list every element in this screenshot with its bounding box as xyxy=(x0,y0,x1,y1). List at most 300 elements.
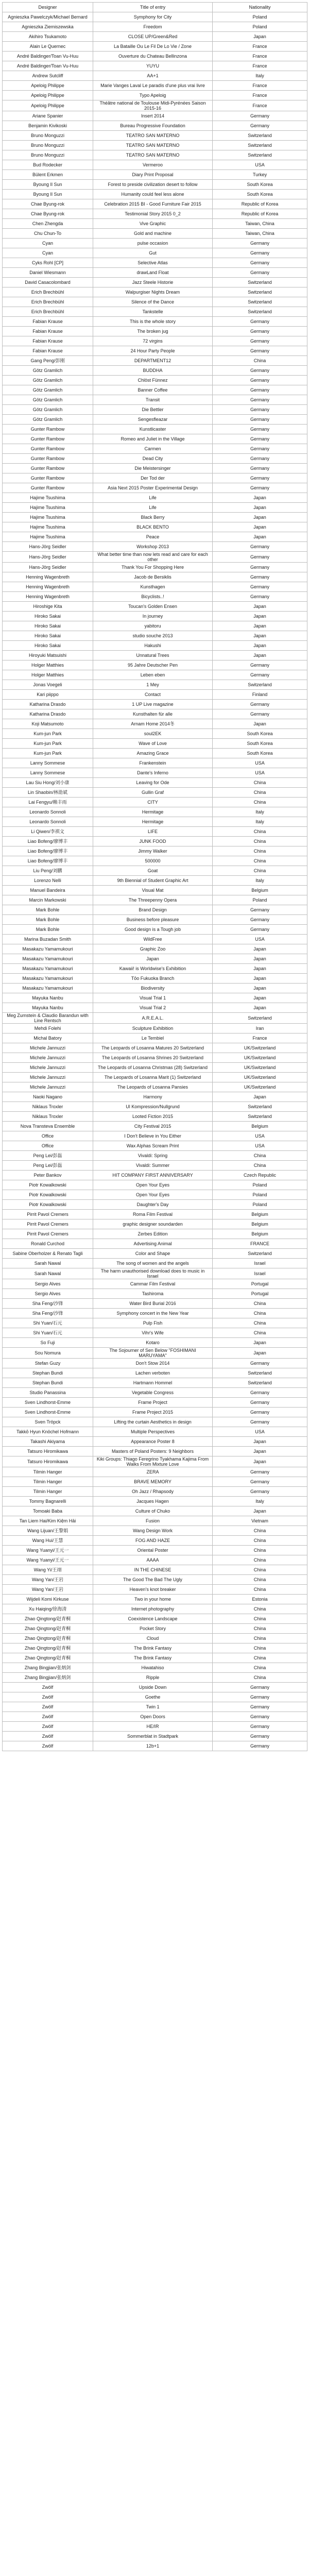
cell-nationality: Germany xyxy=(213,660,307,670)
cell-designer: Sergio Alves xyxy=(3,1279,93,1289)
cell-title: Fusion xyxy=(93,1516,213,1526)
table-row xyxy=(3,1565,307,1575)
cell-title: Wax Alphas Scream Print xyxy=(93,1141,213,1151)
table-row xyxy=(3,346,307,356)
cell-nationality: Japan xyxy=(213,32,307,42)
cell-designer: Liao Bofeng/廖博丰 xyxy=(3,856,93,866)
cell-title: Jazz Steele Historie xyxy=(93,278,213,287)
cell-title: Tankstelle xyxy=(93,307,213,317)
table-row xyxy=(3,552,307,563)
table-row xyxy=(3,1318,307,1328)
cell-designer: Lin Shaobin/林劭斌 xyxy=(3,788,93,798)
cell-title: DEPARTMENT12 xyxy=(93,356,213,366)
cell-nationality: Poland xyxy=(213,12,307,22)
cell-nationality: Germany xyxy=(213,425,307,434)
cell-nationality: Belgium xyxy=(213,1219,307,1229)
cell-nationality: Japan xyxy=(213,1003,307,1013)
cell-nationality: Germany xyxy=(213,1702,307,1712)
cell-designer: Bülent Erkmen xyxy=(3,170,93,180)
cell-title: The Sojourner of Sen Below "FOSHIMANI MARUYAMA" xyxy=(93,1348,213,1359)
cell-designer: Henning Wagenbreth xyxy=(3,582,93,592)
cell-designer: Apeloig Philippe xyxy=(3,100,93,111)
cell-nationality: South Korea xyxy=(213,180,307,190)
cell-nationality: Portugal xyxy=(213,1279,307,1289)
table-row xyxy=(3,1122,307,1131)
table-row xyxy=(3,1239,307,1249)
cell-designer: Masakazu Yamamukouri xyxy=(3,964,93,974)
cell-nationality: Germany xyxy=(213,1417,307,1427)
cell-nationality: China xyxy=(213,1614,307,1624)
cell-nationality: Germany xyxy=(213,1467,307,1477)
table-row xyxy=(3,434,307,444)
cell-designer: Hans-Jörg Seidler xyxy=(3,552,93,563)
cell-designer: Wang Yuanyi/王元一 xyxy=(3,1555,93,1565)
cell-designer: Piotr Kowalkowski xyxy=(3,1190,93,1200)
cell-title: Romeo and Juliet in the Village xyxy=(93,434,213,444)
cell-nationality: Switzerland xyxy=(213,150,307,160)
cell-designer: Gang Peng/彭刚 xyxy=(3,356,93,366)
table-row xyxy=(3,1289,307,1299)
cell-designer: Takkō Hyun Knöchel Hofmann xyxy=(3,1427,93,1437)
cell-nationality: Japan xyxy=(213,631,307,641)
table-row xyxy=(3,131,307,141)
table-row xyxy=(3,563,307,572)
cell-title: Goethe xyxy=(93,1692,213,1702)
cell-designer: Zhao Qingtong/赵青桐 xyxy=(3,1624,93,1634)
cell-nationality: USA xyxy=(213,758,307,768)
cell-nationality: China xyxy=(213,1575,307,1585)
table-row xyxy=(3,1663,307,1673)
cell-title: Don't Stow 2014 xyxy=(93,1359,213,1368)
cell-designer: Wang Hui/王慧 xyxy=(3,1536,93,1546)
cell-nationality: Germany xyxy=(213,483,307,493)
cell-designer: Andrew Sutcliff xyxy=(3,71,93,81)
table-row xyxy=(3,837,307,846)
cell-designer: Michele Jannuzzi xyxy=(3,1063,93,1073)
cell-title: Gullin Graf xyxy=(93,788,213,798)
cell-title: Life xyxy=(93,503,213,513)
cell-designer: Stephan Bundi xyxy=(3,1368,93,1378)
cell-title: Kunsthagen xyxy=(93,582,213,592)
cell-designer: Pirrit Pavol Cremers xyxy=(3,1229,93,1239)
cell-title: The Leopards of Losanna Matures 20 Switzerland xyxy=(93,1043,213,1053)
table-row xyxy=(3,984,307,993)
cell-designer: Zwölf xyxy=(3,1722,93,1732)
cell-title: Cloud xyxy=(93,1634,213,1643)
cell-nationality: Vietnam xyxy=(213,1516,307,1526)
table-row xyxy=(3,239,307,248)
cell-nationality: China xyxy=(213,1565,307,1575)
cell-designer: Liao Bofeng/廖博丰 xyxy=(3,837,93,846)
table-row xyxy=(3,1526,307,1536)
cell-nationality: USA xyxy=(213,1141,307,1151)
cell-title: The Leopards of Losanna Marit (1) Switzerland xyxy=(93,1073,213,1082)
cell-nationality: China xyxy=(213,798,307,807)
cell-nationality: Italy xyxy=(213,1497,307,1506)
table-row xyxy=(3,1338,307,1348)
cell-title: Bicyclists..! xyxy=(93,592,213,602)
cell-designer: Agnieszka Pawelczyk/Michael Bernard xyxy=(3,12,93,22)
cell-designer: Alain Le Quernec xyxy=(3,42,93,52)
cell-nationality: FRANCE xyxy=(213,1239,307,1249)
table-row xyxy=(3,1456,307,1467)
table-row xyxy=(3,846,307,856)
cell-designer: Sarah Nawal xyxy=(3,1268,93,1279)
cell-title: Hartmann Hommel xyxy=(93,1378,213,1388)
cell-nationality: Switzerland xyxy=(213,297,307,307)
table-row xyxy=(3,336,307,346)
table-row xyxy=(3,749,307,758)
cell-designer: Cyan xyxy=(3,248,93,258)
cell-title: Selective Atlas xyxy=(93,258,213,268)
cell-title: Tashiroma xyxy=(93,1289,213,1299)
cell-title: Frame Project 2015 xyxy=(93,1408,213,1417)
cell-nationality: China xyxy=(213,1161,307,1171)
cell-title: Daughter's Day xyxy=(93,1200,213,1210)
cell-title: Open Your Eyes xyxy=(93,1180,213,1190)
cell-designer: Hiroko Sakai xyxy=(3,612,93,621)
cell-nationality: USA xyxy=(213,1427,307,1437)
cell-nationality: China xyxy=(213,846,307,856)
cell-designer: Götz Gramlich xyxy=(3,376,93,385)
cell-nationality: Japan xyxy=(213,719,307,729)
cell-title: Banner Coffee xyxy=(93,385,213,395)
table-row xyxy=(3,641,307,651)
cell-designer: Nova Transteva Ensemble xyxy=(3,1122,93,1131)
table-row xyxy=(3,1092,307,1102)
cell-title: WildFree xyxy=(93,935,213,944)
cell-designer: Henning Wagenbreth xyxy=(3,572,93,582)
table-row xyxy=(3,974,307,984)
cell-nationality: Germany xyxy=(213,1408,307,1417)
cell-designer: Fabian Krause xyxy=(3,346,93,356)
cell-title: soul2EK xyxy=(93,729,213,739)
cell-nationality: China xyxy=(213,1634,307,1643)
table-row xyxy=(3,954,307,964)
cell-nationality: Switzerland xyxy=(213,680,307,690)
cell-designer: Hiroshige Kita xyxy=(3,602,93,612)
cell-designer: Hiroko Sakai xyxy=(3,631,93,641)
cell-designer: Apeloig Philippe xyxy=(3,91,93,100)
cell-designer: Lanny Sommese xyxy=(3,768,93,778)
cell-nationality: Switzerland xyxy=(213,1013,307,1024)
table-row xyxy=(3,1692,307,1702)
cell-nationality: Germany xyxy=(213,542,307,552)
cell-nationality: Germany xyxy=(213,395,307,405)
cell-title: Hakushi xyxy=(93,641,213,651)
cell-designer: Michele Jannuzzi xyxy=(3,1073,93,1082)
cell-title: City Festival 2015 xyxy=(93,1122,213,1131)
table-row xyxy=(3,719,307,729)
table-row xyxy=(3,572,307,582)
cell-title: HIT COMPANY FIRST ANNIVERSARY xyxy=(93,1171,213,1180)
cell-title: Roma Film Festival xyxy=(93,1210,213,1219)
cell-nationality: Germany xyxy=(213,405,307,415)
cell-nationality: UK/Switzerland xyxy=(213,1082,307,1092)
table-row xyxy=(3,121,307,131)
table-row xyxy=(3,1575,307,1585)
cell-title: Jimmy Walker xyxy=(93,846,213,856)
cell-title: studio souche 2013 xyxy=(93,631,213,641)
cell-title: Workshop 2013 xyxy=(93,542,213,552)
cell-nationality: China xyxy=(213,1643,307,1653)
table-row xyxy=(3,1368,307,1378)
cell-nationality: Germany xyxy=(213,121,307,131)
cell-nationality: UK/Switzerland xyxy=(213,1043,307,1053)
cell-title: Hermitage xyxy=(93,817,213,827)
cell-nationality: Japan xyxy=(213,974,307,984)
table-row xyxy=(3,1053,307,1063)
cell-nationality: Japan xyxy=(213,641,307,651)
table-row xyxy=(3,219,307,229)
table-row xyxy=(3,1210,307,1219)
cell-nationality: France xyxy=(213,52,307,61)
table-row xyxy=(3,425,307,434)
table-row xyxy=(3,739,307,749)
cell-designer: Kum-jun Park xyxy=(3,729,93,739)
table-row xyxy=(3,1161,307,1171)
table-row xyxy=(3,248,307,258)
cell-nationality: Republic of Korea xyxy=(213,199,307,209)
table-row xyxy=(3,1683,307,1692)
cell-title: 12b+1 xyxy=(93,1741,213,1751)
cell-designer: Kum-jun Park xyxy=(3,739,93,749)
cell-title: 1 Mey xyxy=(93,680,213,690)
table-row xyxy=(3,612,307,621)
cell-designer: Chen Zhengda xyxy=(3,219,93,229)
cell-title: Leaving for Ode xyxy=(93,778,213,788)
table-row xyxy=(3,915,307,925)
cell-nationality: Japan xyxy=(213,1437,307,1447)
cell-title: drawLand Float xyxy=(93,268,213,278)
cell-nationality: China xyxy=(213,1604,307,1614)
cell-title: Vive Graphic xyxy=(93,219,213,229)
cell-nationality: Belgium xyxy=(213,1229,307,1239)
cell-title: HE/IR xyxy=(93,1722,213,1732)
table-row xyxy=(3,817,307,827)
cell-nationality: Germany xyxy=(213,709,307,719)
cell-title: CLOSE UP/Green&Red xyxy=(93,32,213,42)
cell-title: Amazing Grace xyxy=(93,749,213,758)
cell-nationality: Germany xyxy=(213,1722,307,1732)
cell-title: The Leopards of Losanna Shrines 20 Switzerland xyxy=(93,1053,213,1063)
table-row xyxy=(3,631,307,641)
cell-nationality: Germany xyxy=(213,268,307,278)
cell-title: Japan xyxy=(93,954,213,964)
cell-designer: Holger Matthies xyxy=(3,670,93,680)
cell-nationality: China xyxy=(213,1328,307,1338)
table-row xyxy=(3,690,307,700)
table-row xyxy=(3,1741,307,1751)
cell-title: Chlöst Fünnez xyxy=(93,376,213,385)
cell-designer: André Baldinger/Toan Vu-Huu xyxy=(3,61,93,71)
cell-title: Black Berry xyxy=(93,513,213,522)
cell-nationality: Germany xyxy=(213,444,307,454)
cell-designer: Hiroko Sakai xyxy=(3,641,93,651)
cell-title: AA+1 xyxy=(93,71,213,81)
cell-designer: Lorenzo Nelli xyxy=(3,876,93,886)
cell-title: Vermeroo xyxy=(93,160,213,170)
cell-title: Leben eben xyxy=(93,670,213,680)
cell-designer: Akihiro Tsukamoto xyxy=(3,32,93,42)
table-row xyxy=(3,52,307,61)
table-row xyxy=(3,1299,307,1309)
table-row xyxy=(3,1447,307,1456)
cell-title: The Leopards of Losanna Pansies xyxy=(93,1082,213,1092)
table-row xyxy=(3,1171,307,1180)
cell-title: Ripple xyxy=(93,1673,213,1683)
table-row xyxy=(3,81,307,91)
table-row xyxy=(3,1536,307,1546)
cell-nationality: UK/Switzerland xyxy=(213,1063,307,1073)
cell-designer: Gunter Rambow xyxy=(3,444,93,454)
table-row xyxy=(3,1082,307,1092)
cell-nationality: Germany xyxy=(213,1732,307,1741)
cell-nationality: Taiwan, China xyxy=(213,229,307,239)
cell-nationality: Germany xyxy=(213,572,307,582)
cell-title: Wang Design Work xyxy=(93,1526,213,1536)
cell-title: 9th Biennial of Student Graphic Art xyxy=(93,876,213,886)
cell-nationality: Japan xyxy=(213,964,307,974)
cell-nationality: Switzerland xyxy=(213,1102,307,1112)
cell-title: Brand Design xyxy=(93,905,213,915)
cell-title: Der Tod der xyxy=(93,473,213,483)
cell-nationality: USA xyxy=(213,160,307,170)
cell-designer: Li Qiwen/李祺文 xyxy=(3,827,93,837)
table-row xyxy=(3,1328,307,1338)
cell-title: Sengesfleazar xyxy=(93,415,213,425)
table-row xyxy=(3,1653,307,1663)
cell-designer: Piotr Kowalkowski xyxy=(3,1180,93,1190)
cell-designer: Fabian Krause xyxy=(3,317,93,327)
table-row xyxy=(3,935,307,944)
table-row xyxy=(3,993,307,1003)
cell-designer: Tomoaki Baba xyxy=(3,1506,93,1516)
table-row xyxy=(3,522,307,532)
cell-nationality: China xyxy=(213,1673,307,1683)
cell-title: The song of women and the angels xyxy=(93,1259,213,1268)
cell-title: A.R.E.A.L. xyxy=(93,1013,213,1024)
cell-title: The Good The Bad The Ugly xyxy=(93,1575,213,1585)
cell-designer: Götz Gramlich xyxy=(3,385,93,395)
cell-designer: Michele Jannuzzi xyxy=(3,1053,93,1063)
cell-title: Hermitage xyxy=(93,807,213,817)
cell-nationality: China xyxy=(213,1585,307,1595)
table-row xyxy=(3,385,307,395)
cell-designer: Byoung Il Sun xyxy=(3,190,93,199)
cell-designer: Manuel Bandeira xyxy=(3,886,93,895)
table-row xyxy=(3,1437,307,1447)
cell-title: Kunstlicaster xyxy=(93,425,213,434)
cell-designer: Masakazu Yamamukouri xyxy=(3,944,93,954)
cell-nationality: China xyxy=(213,827,307,837)
table-row xyxy=(3,1102,307,1112)
cell-designer: Götz Gramlich xyxy=(3,415,93,425)
table-row xyxy=(3,876,307,886)
cell-nationality: Estonia xyxy=(213,1595,307,1604)
cell-title: Pocket Story xyxy=(93,1624,213,1634)
cell-designer: Sha Feng/沙锋 xyxy=(3,1309,93,1318)
cell-nationality: Israel xyxy=(213,1259,307,1268)
cell-title: Two in your home xyxy=(93,1595,213,1604)
table-row xyxy=(3,660,307,670)
cell-title: Oh Jazz / Rhapsody xyxy=(93,1487,213,1497)
cell-nationality: Germany xyxy=(213,366,307,376)
table-row xyxy=(3,700,307,709)
cell-designer: Michele Jannuzzi xyxy=(3,1043,93,1053)
table-row xyxy=(3,1073,307,1082)
cell-nationality: Germany xyxy=(213,1683,307,1692)
cell-title: Heaven's knot breaker xyxy=(93,1585,213,1595)
cell-designer: Gunter Rambow xyxy=(3,425,93,434)
cell-designer: Hiroyuki Matsuishi xyxy=(3,651,93,660)
cell-nationality: UK/Switzerland xyxy=(213,1053,307,1063)
table-row xyxy=(3,1180,307,1190)
cell-title: Kawaii! is Worldwise's Exhibition xyxy=(93,964,213,974)
table-row xyxy=(3,1398,307,1408)
cell-title: Wave of Love xyxy=(93,739,213,749)
table-row xyxy=(3,1712,307,1722)
table-row xyxy=(3,12,307,22)
table-row xyxy=(3,1506,307,1516)
cell-title: Typo Apeloig xyxy=(93,91,213,100)
cell-title: Gold and machine xyxy=(93,229,213,239)
table-row xyxy=(3,91,307,100)
cell-nationality: Portugal xyxy=(213,1289,307,1299)
cell-designer: Leonardo Sonnoli xyxy=(3,807,93,817)
table-row xyxy=(3,1131,307,1141)
cell-designer: Gunter Rambow xyxy=(3,483,93,493)
cell-nationality: USA xyxy=(213,1131,307,1141)
cell-designer: Jonas Voegeli xyxy=(3,680,93,690)
cell-title: pulse occasion xyxy=(93,239,213,248)
cell-title: Internet photography xyxy=(93,1604,213,1614)
cell-designer: David Casacolombard xyxy=(3,278,93,287)
cell-designer: Bud Rodecker xyxy=(3,160,93,170)
cell-nationality: USA xyxy=(213,768,307,778)
cell-title: Marie Vanges Laval Le paradis d'une plus vrai livre xyxy=(93,81,213,91)
table-row xyxy=(3,287,307,297)
table-row xyxy=(3,1013,307,1024)
cell-designer: Tatsuro Hiromikawa xyxy=(3,1456,93,1467)
cell-nationality: Germany xyxy=(213,1487,307,1497)
cell-title: The Leopards of Losanna Christmas (28) Switzerland xyxy=(93,1063,213,1073)
cell-nationality: Japan xyxy=(213,1506,307,1516)
table-row xyxy=(3,61,307,71)
table-row xyxy=(3,1546,307,1555)
cell-title: Good design is a Tough job xyxy=(93,925,213,935)
cell-nationality: France xyxy=(213,42,307,52)
cell-title: FOG AND HAZE xyxy=(93,1536,213,1546)
cell-nationality: China xyxy=(213,1309,307,1318)
table-row xyxy=(3,1497,307,1506)
cell-designer: Takashi Akiyama xyxy=(3,1437,93,1447)
cell-title: Frame Project xyxy=(93,1398,213,1408)
cell-designer: Tilmin Hanger xyxy=(3,1467,93,1477)
table-row xyxy=(3,1033,307,1043)
cell-title: Toucan's Golden Ensen xyxy=(93,602,213,612)
table-row xyxy=(3,1309,307,1318)
cell-designer: Erich Brechbühl xyxy=(3,297,93,307)
cell-nationality: China xyxy=(213,1653,307,1663)
cell-title: Looted Fiction 2015 xyxy=(93,1112,213,1122)
cell-nationality: France xyxy=(213,1033,307,1043)
cell-title: Gut xyxy=(93,248,213,258)
cell-designer: Gunter Rambow xyxy=(3,434,93,444)
table-row xyxy=(3,1359,307,1368)
table-row xyxy=(3,71,307,81)
cell-designer: Götz Gramlich xyxy=(3,366,93,376)
